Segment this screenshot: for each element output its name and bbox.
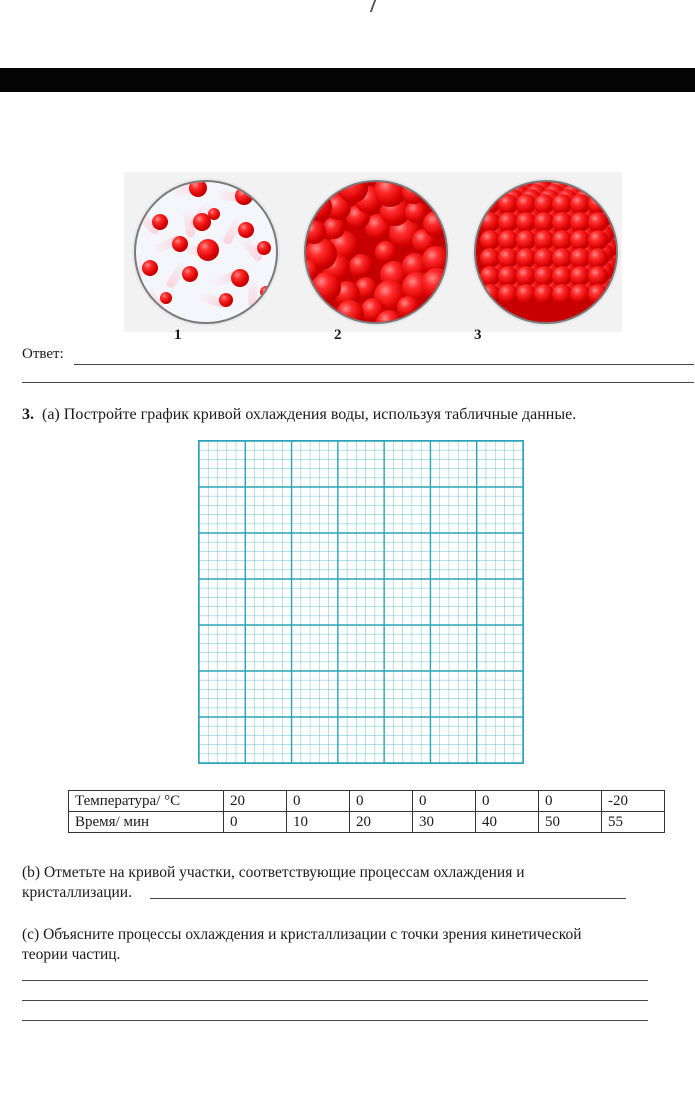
particle	[570, 194, 590, 214]
solid-particles-circle	[474, 180, 618, 324]
graph-paper-grid[interactable]	[198, 440, 524, 764]
particle	[570, 230, 590, 250]
particle	[160, 292, 172, 304]
particle	[588, 284, 608, 304]
particle	[516, 284, 536, 304]
particle	[570, 284, 590, 304]
table-header-temperature: Температура/ °С	[69, 791, 224, 812]
particle	[534, 266, 554, 286]
particle	[534, 284, 554, 304]
particle	[498, 266, 518, 286]
particle	[498, 284, 518, 304]
particle	[588, 194, 608, 214]
particle	[423, 211, 448, 237]
table-cell: 0	[287, 791, 350, 812]
table-cell: 0	[350, 791, 413, 812]
particle	[197, 239, 219, 261]
answer-line[interactable]	[74, 364, 694, 365]
question-number: 3.	[22, 406, 34, 423]
liquid-particles-circle	[304, 180, 448, 324]
table-header-time: Время/ мин	[69, 812, 224, 833]
particle	[552, 248, 572, 268]
table-cell: -20	[602, 791, 665, 812]
particle	[172, 236, 188, 252]
particle	[235, 187, 253, 205]
particle	[588, 230, 608, 250]
particle	[534, 194, 554, 214]
particle	[534, 212, 554, 232]
particle	[570, 212, 590, 232]
particle	[552, 212, 572, 232]
particle	[516, 212, 536, 232]
particle	[552, 230, 572, 250]
answer-line[interactable]	[150, 898, 626, 899]
particle	[498, 194, 518, 214]
particle	[480, 230, 500, 250]
data-table	[68, 790, 665, 833]
answer-line[interactable]	[22, 1020, 648, 1021]
particle	[260, 286, 272, 298]
question-3-part-b-line1: (b) Отметьте на кривой участки, соответствующие процессам охлаждения и	[22, 864, 525, 881]
table-cell: 55	[602, 812, 665, 833]
table-cell: 50	[539, 812, 602, 833]
particle	[238, 222, 254, 238]
table-cell: 10	[287, 812, 350, 833]
gas-particles-circle	[134, 180, 278, 324]
table-cell: 20	[224, 791, 287, 812]
particle	[374, 180, 406, 207]
particle	[480, 194, 500, 214]
answer-label: Ответ:	[22, 346, 64, 362]
particle	[534, 248, 554, 268]
top-mark	[370, 0, 376, 12]
particle	[421, 268, 448, 300]
answer-line[interactable]	[22, 382, 694, 383]
particle	[516, 248, 536, 268]
particle	[552, 266, 572, 286]
illustration-label-2: 2	[334, 327, 342, 343]
answer-line[interactable]	[22, 1000, 648, 1001]
particle	[189, 180, 207, 197]
table-row-time	[69, 812, 665, 833]
illustration-label-3: 3	[474, 327, 482, 343]
particle	[480, 248, 500, 268]
table-row-temperature	[69, 791, 665, 812]
question-3-part-b-line2: кристаллизации.	[22, 884, 132, 901]
page-header-bar	[0, 68, 695, 92]
particle	[208, 208, 220, 220]
particle	[336, 300, 364, 324]
question-3-part-c-line1: (c) Объясните процессы охлаждения и кристаллизации с точки зрения кинетической	[22, 926, 582, 943]
particle	[480, 266, 500, 286]
particle	[480, 212, 500, 232]
table-cell: 40	[476, 812, 539, 833]
particle	[257, 241, 271, 255]
particle	[588, 266, 608, 286]
states-of-matter-illustration	[124, 172, 622, 332]
particle	[498, 212, 518, 232]
part-a-text: (a) Постройте график кривой охлаждения воды, используя табличные данные.	[42, 406, 577, 423]
particle	[534, 230, 554, 250]
particle	[570, 248, 590, 268]
particle	[516, 194, 536, 214]
table-cell: 0	[476, 791, 539, 812]
particle	[397, 296, 419, 318]
table-cell: 0	[224, 812, 287, 833]
particle	[219, 293, 233, 307]
table-cell: 0	[539, 791, 602, 812]
particle	[402, 180, 426, 204]
particle	[516, 230, 536, 250]
particle	[588, 212, 608, 232]
table-cell: 30	[413, 812, 476, 833]
particle	[588, 248, 608, 268]
table-cell: 0	[413, 791, 476, 812]
illustration-label-1: 1	[174, 327, 182, 343]
question-3-part-a	[22, 406, 576, 424]
particle	[552, 194, 572, 214]
particle	[182, 266, 198, 282]
answer-line[interactable]	[22, 980, 648, 981]
particle	[480, 284, 500, 304]
particle	[152, 214, 168, 230]
motion-trail	[248, 277, 258, 307]
particle	[304, 193, 332, 221]
particle	[552, 284, 572, 304]
particle	[498, 230, 518, 250]
particle	[142, 260, 158, 276]
particle	[498, 248, 518, 268]
table-cell: 20	[350, 812, 413, 833]
particle	[516, 266, 536, 286]
particle	[231, 269, 249, 287]
particle	[570, 266, 590, 286]
question-3-part-c-line2: теории частиц.	[22, 946, 121, 963]
